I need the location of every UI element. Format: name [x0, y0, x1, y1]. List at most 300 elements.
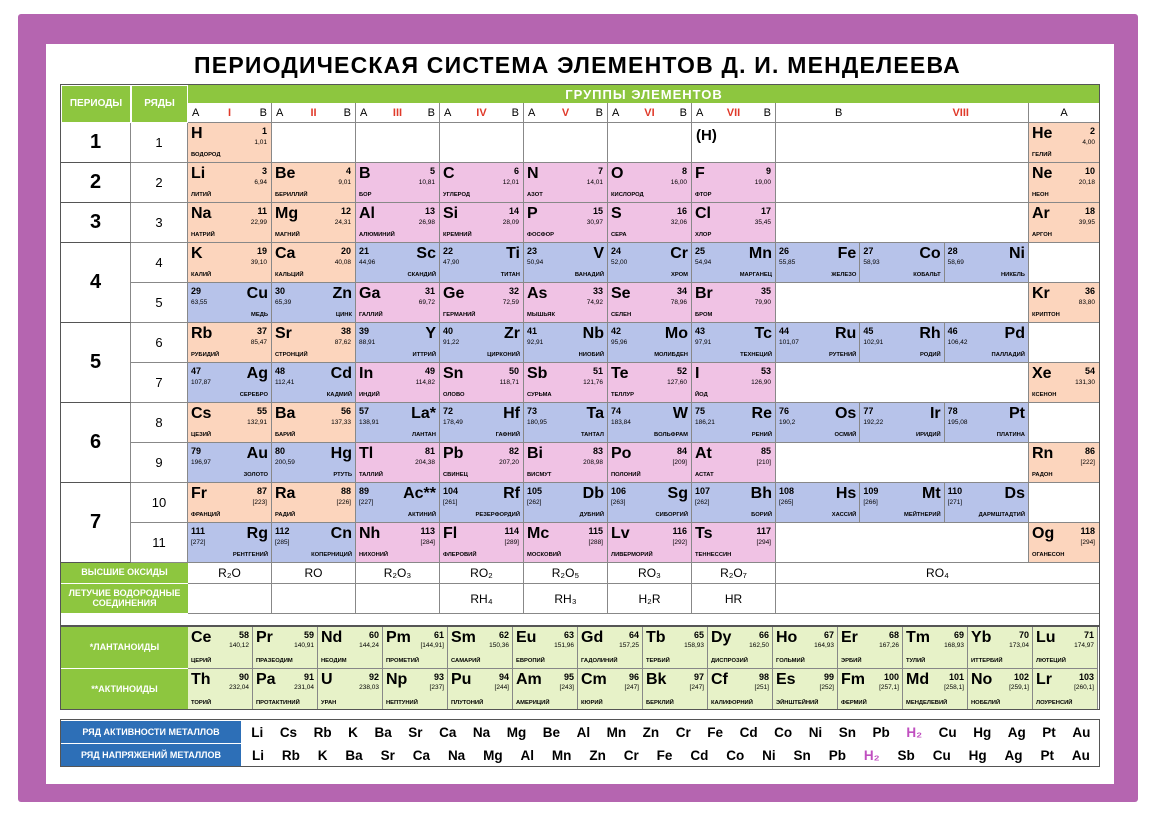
element-rf[interactable] — [440, 483, 524, 523]
atomic-mass: [259,1] — [1009, 684, 1029, 691]
atomic-mass: [284] — [420, 539, 435, 546]
element-name: БОРИЙ — [751, 512, 772, 519]
element-os[interactable] — [776, 403, 860, 443]
atomic-mass: 39,95 — [1078, 219, 1095, 226]
element-name: БЕРИЛЛИЙ — [275, 192, 308, 199]
element-mg[interactable] — [272, 203, 356, 243]
atomic-number: 113 — [420, 526, 435, 536]
element-li[interactable] — [188, 163, 272, 203]
atomic-mass: [262] — [527, 499, 542, 506]
empty-cell — [776, 163, 1029, 203]
atomic-mass: 106,42 — [947, 339, 968, 346]
atomic-mass: [258,1] — [944, 684, 964, 691]
group-roman-numeral: II — [310, 106, 317, 119]
element-am[interactable] — [513, 669, 578, 710]
atomic-mass: 32,06 — [670, 219, 687, 226]
series-item: Ni — [762, 747, 776, 763]
element-c[interactable] — [440, 163, 524, 203]
element-name: ТУЛИЙ — [906, 658, 926, 665]
element-pb[interactable] — [440, 443, 524, 483]
element-bh[interactable] — [692, 483, 776, 523]
element-au[interactable] — [188, 443, 272, 483]
element-symbol: Dy — [711, 629, 732, 646]
element-name: ФТОР — [695, 192, 712, 199]
element-p[interactable] — [524, 203, 608, 243]
element-sb[interactable] — [524, 363, 608, 403]
element-sn[interactable] — [440, 363, 524, 403]
element-mc[interactable] — [524, 523, 608, 563]
element-o[interactable] — [608, 163, 692, 203]
element-rh[interactable] — [860, 323, 944, 363]
atomic-number: 96 — [628, 672, 639, 682]
element-fr[interactable] — [188, 483, 272, 523]
element-v[interactable] — [524, 243, 608, 283]
element-i[interactable] — [692, 363, 776, 403]
atomic-number: 43 — [695, 326, 706, 336]
element-zr[interactable] — [440, 323, 524, 363]
element-name: КАЛИЙ — [191, 272, 212, 279]
element-symbol: Lu — [1036, 629, 1056, 646]
element-gd[interactable] — [578, 627, 643, 669]
element-symbol: Al — [359, 205, 375, 222]
periods-header: ПЕРИОДЫ — [61, 85, 131, 123]
element-symbol: Lr — [1036, 671, 1052, 688]
element-ts[interactable] — [692, 523, 776, 563]
element-mt[interactable] — [860, 483, 944, 523]
element-fe[interactable] — [776, 243, 860, 283]
element-symbol: La* — [411, 405, 436, 422]
atomic-number: 82 — [508, 446, 519, 456]
element-he[interactable] — [1029, 123, 1100, 163]
group-roman-numeral: I — [227, 106, 232, 119]
element-ne[interactable] — [1029, 163, 1100, 203]
element-symbol: Rh — [919, 325, 941, 342]
oxide-formula: R₂O₅ — [524, 563, 608, 584]
groups-header: ГРУППЫ ЭЛЕМЕНТОВ — [188, 85, 1100, 103]
element-mo[interactable] — [608, 323, 692, 363]
atomic-number: 114 — [504, 526, 519, 536]
element-name: НИКЕЛЬ — [1000, 272, 1025, 279]
element-ho[interactable] — [773, 627, 838, 669]
element-s[interactable] — [608, 203, 692, 243]
element-name: СИБОРГИЙ — [655, 512, 688, 519]
element-ac[interactable] — [356, 483, 440, 523]
series-item: Sb — [897, 747, 915, 763]
element-w[interactable] — [608, 403, 692, 443]
element-la[interactable] — [356, 403, 440, 443]
element-name: РЕЗЕРФОРДИЙ — [475, 512, 520, 519]
element-cf[interactable] — [708, 669, 773, 710]
atomic-number: 28 — [947, 246, 958, 256]
row-number: 3 — [131, 203, 188, 243]
element-md[interactable] — [903, 669, 968, 710]
oxide-formula: RO₂ — [440, 563, 524, 584]
atomic-number: 68 — [888, 630, 899, 640]
element-rg[interactable] — [188, 523, 272, 563]
series-item: Be — [542, 724, 561, 740]
element-ds[interactable] — [945, 483, 1029, 523]
element-yb[interactable] — [968, 627, 1033, 669]
element-tl[interactable] — [356, 443, 440, 483]
atomic-number: 56 — [340, 406, 351, 416]
atomic-mass: 87,62 — [334, 339, 351, 346]
element-es[interactable] — [773, 669, 838, 710]
atomic-mass: [272] — [191, 539, 206, 546]
atomic-number: 17 — [760, 206, 771, 216]
element-te[interactable] — [608, 363, 692, 403]
element-name: ЦИНК — [335, 312, 352, 319]
hydride-formula — [188, 584, 272, 614]
element-cs[interactable] — [188, 403, 272, 443]
atomic-number: 34 — [676, 286, 687, 296]
element-name: УРАН — [321, 700, 337, 707]
atomic-number: 20 — [340, 246, 351, 256]
element-dy[interactable] — [708, 627, 773, 669]
atomic-mass: 14,01 — [586, 179, 603, 186]
atomic-number: 89 — [359, 486, 370, 496]
atomic-mass: 150,36 — [489, 642, 509, 649]
atomic-number: 67 — [823, 630, 834, 640]
element-symbol: Rb — [191, 325, 213, 342]
atomic-mass: 65,39 — [275, 299, 292, 306]
element-symbol: Ru — [835, 325, 857, 342]
element-se[interactable] — [608, 283, 692, 323]
series-item: Ba — [374, 724, 392, 740]
element-db[interactable] — [524, 483, 608, 523]
atomic-number: 2 — [1089, 126, 1095, 136]
element-symbol: Eu — [516, 629, 537, 646]
element-symbol: Nd — [321, 629, 343, 646]
element-tm[interactable] — [903, 627, 968, 669]
element-er[interactable] — [838, 627, 903, 669]
element-mn[interactable] — [692, 243, 776, 283]
element-b[interactable] — [356, 163, 440, 203]
atomic-number: 14 — [508, 206, 519, 216]
element-name: КАДМИЙ — [326, 392, 352, 399]
element-cr[interactable] — [608, 243, 692, 283]
element-symbol: Tl — [359, 445, 374, 462]
element-lv[interactable] — [608, 523, 692, 563]
series-item: Cr — [623, 747, 639, 763]
element-symbol: Ra — [275, 485, 296, 502]
element-co[interactable] — [860, 243, 944, 283]
atomic-mass: 140,91 — [294, 642, 314, 649]
element-ru[interactable] — [776, 323, 860, 363]
element-name: ТИТАН — [500, 272, 520, 279]
element-name: ФРАНЦИЙ — [191, 512, 221, 519]
element-symbol: Pu — [451, 671, 472, 688]
element-name: ЕВРОПИЙ — [516, 658, 545, 665]
element-symbol: Cn — [330, 525, 352, 542]
element-name: ПОЛОНИЙ — [611, 472, 641, 479]
element-fl[interactable] — [440, 523, 524, 563]
row-number: 6 — [131, 323, 188, 363]
atomic-mass: 79,90 — [754, 299, 771, 306]
element-ir[interactable] — [860, 403, 944, 443]
element-symbol: P — [527, 205, 538, 222]
subgroup-b-label: B — [427, 106, 435, 119]
element-symbol: Es — [776, 671, 796, 688]
series-item: Hg — [968, 747, 987, 763]
element-cm[interactable] — [578, 669, 643, 710]
element-name: ТАНТАЛ — [580, 432, 604, 439]
element-symbol: Sc — [416, 245, 436, 262]
atomic-mass: 58,69 — [947, 259, 964, 266]
atomic-number: 97 — [693, 672, 704, 682]
element-hs[interactable] — [776, 483, 860, 523]
element-symbol: Po — [611, 445, 632, 462]
element-name: СЕРЕБРО — [239, 392, 268, 399]
element-tb[interactable] — [643, 627, 708, 669]
element-pm[interactable] — [383, 627, 448, 669]
element-name: МОСКОВИЙ — [527, 552, 562, 559]
element-sc[interactable] — [356, 243, 440, 283]
element-eu[interactable] — [513, 627, 578, 669]
element-symbol: Db — [582, 485, 604, 502]
empty-cell — [776, 523, 1029, 563]
element-pa[interactable] — [253, 669, 318, 710]
atomic-mass: 4,00 — [1082, 139, 1095, 146]
element-ni[interactable] — [945, 243, 1029, 283]
element-name: АКТИНИЙ — [407, 512, 436, 519]
element-symbol: Fl — [443, 525, 458, 542]
row-number: 1 — [131, 123, 188, 163]
element-lu[interactable] — [1033, 627, 1098, 669]
element-ta[interactable] — [524, 403, 608, 443]
element-sg[interactable] — [608, 483, 692, 523]
element-ra[interactable] — [272, 483, 356, 523]
oxide-formula: R₂O₇ — [692, 563, 776, 584]
element-symbol: Th — [191, 671, 211, 688]
atomic-number: 92 — [368, 672, 379, 682]
element-symbol: Am — [516, 671, 542, 688]
element-n[interactable] — [524, 163, 608, 203]
atomic-number: 22 — [443, 246, 454, 256]
element-k[interactable] — [188, 243, 272, 283]
atomic-mass: [260,1] — [1074, 684, 1094, 691]
element-nh[interactable] — [356, 523, 440, 563]
atomic-number: 84 — [676, 446, 687, 456]
element-fm[interactable] — [838, 669, 903, 710]
atomic-mass: 88,91 — [359, 339, 376, 346]
series-item: Sn — [838, 724, 856, 740]
atomic-mass: [247] — [624, 684, 639, 691]
atomic-number: 77 — [863, 406, 874, 416]
hydride-formula: RH₄ — [440, 584, 524, 614]
element-h[interactable] — [188, 123, 272, 163]
atomic-number: 33 — [592, 286, 603, 296]
atomic-number: 87 — [256, 486, 267, 496]
series-item: Ba — [345, 747, 363, 763]
element-name: ГАФНИЙ — [495, 432, 520, 439]
element-u[interactable] — [318, 669, 383, 710]
element-rb[interactable] — [188, 323, 272, 363]
atomic-mass: 178,49 — [443, 419, 463, 426]
element-nb[interactable] — [524, 323, 608, 363]
series-item: Cr — [675, 724, 691, 740]
element-pt[interactable] — [945, 403, 1029, 443]
element-no[interactable] — [968, 669, 1033, 710]
element-name: САМАРИЙ — [451, 658, 481, 665]
element-kr[interactable] — [1029, 283, 1100, 323]
element-at[interactable] — [692, 443, 776, 483]
atomic-number: 24 — [611, 246, 622, 256]
element-cn[interactable] — [272, 523, 356, 563]
element-symbol: Ts — [695, 525, 713, 542]
element-cd[interactable] — [272, 363, 356, 403]
element-po[interactable] — [608, 443, 692, 483]
series-item: Ag — [1007, 724, 1026, 740]
element-hg[interactable] — [272, 443, 356, 483]
atomic-mass: [209] — [672, 459, 687, 466]
atomic-number: 37 — [256, 326, 267, 336]
element-name: РЕНИЙ — [751, 432, 772, 439]
element-name: АЗОТ — [527, 192, 543, 199]
element-rn[interactable] — [1029, 443, 1100, 483]
element-lr[interactable] — [1033, 669, 1098, 710]
element-zn[interactable] — [272, 283, 356, 323]
element-cl[interactable] — [692, 203, 776, 243]
atomic-mass: [223] — [252, 499, 267, 506]
atomic-number: 86 — [1084, 446, 1095, 456]
empty-cell — [524, 123, 608, 163]
element-bi[interactable] — [524, 443, 608, 483]
element-ce[interactable] — [188, 627, 253, 669]
atomic-number: 65 — [693, 630, 704, 640]
atomic-mass: 19,00 — [754, 179, 771, 186]
element-xe[interactable] — [1029, 363, 1100, 403]
element-name: МАГНИЙ — [275, 232, 300, 239]
element-name: МЕДЬ — [251, 312, 268, 319]
element-name: ПРОТАКТИНИЙ — [256, 700, 300, 707]
atomic-mass: [227] — [359, 499, 374, 506]
element-nd[interactable] — [318, 627, 383, 669]
element-sm[interactable] — [448, 627, 513, 669]
atomic-number: 30 — [275, 286, 286, 296]
atomic-number: 1 — [261, 126, 267, 136]
subgroup-a-label: A — [612, 106, 620, 119]
element-bk[interactable] — [643, 669, 708, 710]
atomic-number: 18 — [1084, 206, 1095, 216]
element-name: СВИНЕЦ — [443, 472, 468, 479]
element-og[interactable] — [1029, 523, 1100, 563]
atomic-number: 90 — [238, 672, 249, 682]
oxide-formula: RO₄ — [776, 563, 1100, 584]
element-as[interactable] — [524, 283, 608, 323]
element-re[interactable] — [692, 403, 776, 443]
element-np[interactable] — [383, 669, 448, 710]
element-name: НОБЕЛИЙ — [971, 700, 1001, 707]
element-name: КРЕМНИЙ — [443, 232, 472, 239]
element-sr[interactable] — [272, 323, 356, 363]
rows-header: РЯДЫ — [131, 85, 188, 123]
subgroup-b-label: B — [343, 106, 351, 119]
subgroup-b-label: B — [595, 106, 603, 119]
element-cu[interactable] — [188, 283, 272, 323]
element-name: ГАЛЛИЙ — [359, 312, 383, 319]
element-be[interactable] — [272, 163, 356, 203]
element-pd[interactable] — [945, 323, 1029, 363]
f-block-panel — [60, 626, 1100, 710]
series-item: Ni — [808, 724, 823, 740]
element-symbol: Pm — [386, 629, 411, 646]
element-al[interactable] — [356, 203, 440, 243]
atomic-number: 93 — [433, 672, 444, 682]
element-symbol: As — [527, 285, 548, 302]
element-symbol: Ga — [359, 285, 381, 302]
atomic-mass: 47,90 — [443, 259, 460, 266]
element-ge[interactable] — [440, 283, 524, 323]
element-symbol: H — [191, 125, 203, 142]
element-symbol: Fm — [841, 671, 865, 688]
element-symbol: Fe — [837, 245, 857, 262]
element-ti[interactable] — [440, 243, 524, 283]
element-symbol: Ta — [586, 405, 604, 422]
atomic-mass: 54,94 — [695, 259, 712, 266]
empty-cell — [1029, 403, 1100, 443]
element-pr[interactable] — [253, 627, 318, 669]
atomic-mass: [294] — [1080, 539, 1095, 546]
atomic-mass: [244] — [494, 684, 509, 691]
element-br[interactable] — [692, 283, 776, 323]
atomic-number: 8 — [681, 166, 687, 176]
atomic-number: 62 — [498, 630, 509, 640]
element-ga[interactable] — [356, 283, 440, 323]
series-item: Pb — [828, 747, 846, 763]
atomic-mass: 24,31 — [334, 219, 351, 226]
hydride-formula — [776, 584, 1100, 614]
series-item: Rb — [281, 747, 300, 763]
element-si[interactable] — [440, 203, 524, 243]
group-subheader — [776, 103, 1029, 123]
element-pu[interactable] — [448, 669, 513, 710]
element-na[interactable] — [188, 203, 272, 243]
element-f[interactable] — [692, 163, 776, 203]
atomic-number: 51 — [592, 366, 603, 376]
element-symbol: Pa — [256, 671, 276, 688]
element-in[interactable] — [356, 363, 440, 403]
element-name: РУТЕНИЙ — [829, 352, 857, 359]
element-th[interactable] — [188, 669, 253, 710]
element-symbol: Ba — [275, 405, 296, 422]
element-name: ХЛОР — [695, 232, 712, 239]
element-name: КСЕНОН — [1032, 392, 1057, 399]
element-hf[interactable] — [440, 403, 524, 443]
empty-cell — [1029, 323, 1100, 363]
element-symbol: Si — [443, 205, 459, 222]
element-symbol: Au — [246, 445, 268, 462]
atomic-number: 42 — [611, 326, 622, 336]
subgroup-a-label: A — [696, 106, 704, 119]
page-title: ПЕРИОДИЧЕСКАЯ СИСТЕМА ЭЛЕМЕНТОВ Д. И. МЕНДЕЛЕЕВА — [194, 52, 961, 78]
atomic-number: 64 — [628, 630, 639, 640]
element-name: КИСЛОРОД — [611, 192, 644, 199]
series-item: Mg — [506, 724, 527, 740]
element-ag[interactable] — [188, 363, 272, 403]
series-item: Co — [726, 747, 745, 763]
hydride-formula — [272, 584, 356, 614]
element-ar[interactable] — [1029, 203, 1100, 243]
element-name: ЙОД — [695, 392, 708, 399]
element-ca[interactable] — [272, 243, 356, 283]
element-ba[interactable] — [272, 403, 356, 443]
atomic-mass: 126,90 — [751, 379, 771, 386]
element-y[interactable] — [356, 323, 440, 363]
element-name: СТРОНЦИЙ — [275, 352, 308, 359]
element-name: БОР — [359, 192, 372, 199]
element-tc[interactable] — [692, 323, 776, 363]
activity-series — [243, 721, 1099, 743]
